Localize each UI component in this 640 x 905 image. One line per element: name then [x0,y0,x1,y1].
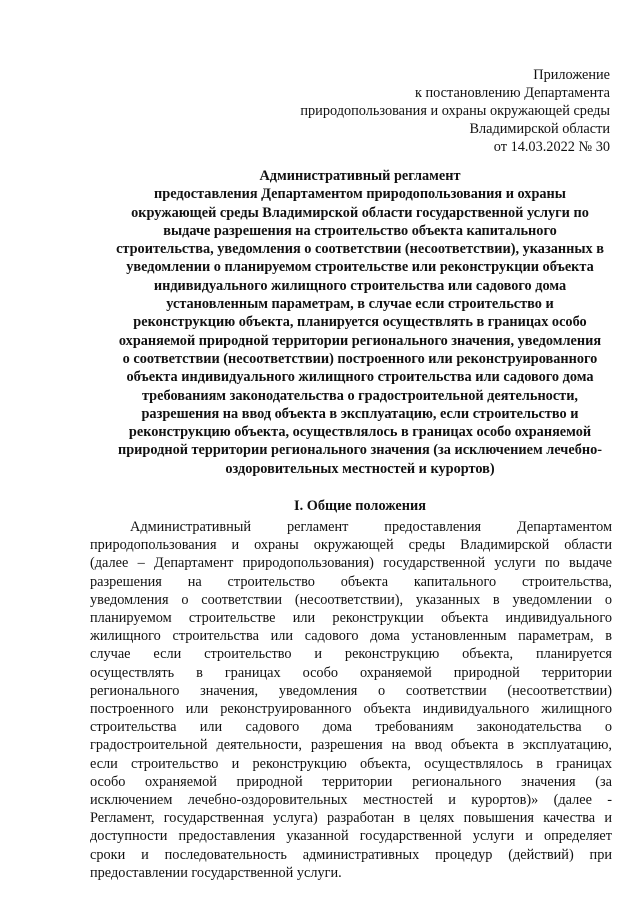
title-line: реконструкцию объекта, планируется осуществлять в границах особо [133,314,587,331]
title-line: разрешения на ввод объекта в эксплуатацию, если строительство и [141,405,579,422]
paragraph-line: если строительство и реконструкцию объекта, осуществлялось в границах [90,755,612,772]
paragraph-line: природопользования и охраны окружающей среды Владимирской области [90,537,612,554]
paragraph-line: доступности предоставления указанной государственной услуги и определяет [90,828,612,845]
paragraph-line: построенного или реконструированного объекта индивидуального жилищного [90,701,612,718]
appendix-line: Приложение [533,67,610,83]
paragraph-line: предоставлении государственной услуги. [90,864,342,881]
title-line: строительства, уведомления о соответствии (несоответствии), указанных в [116,241,604,258]
paragraph-line: (далее – Департамент природопользования) государственной услуги по выдаче [90,555,612,572]
document-title [86,167,634,478]
title-line: выдаче разрешения на строительство объекта капитального [163,222,557,239]
paragraph-line: исключением лечебно-оздоровительных местностей и курортов)» (далее - [90,792,612,809]
title-line: природной территории регионального значения (за исключением лечебно- [117,442,602,459]
paragraph-line: сроки и последовательность административных процедур (действий) при [90,846,612,863]
paragraph-line: Регламент, государственная услуга) разработан в целях повышения качества и [90,810,612,827]
title-line: оздоровительных местностей и курортов) [225,460,495,477]
paragraph-line: уведомления о соответствии (несоответствии), указанных в уведомлении о [90,591,612,608]
title-line: уведомлении о планируемом строительстве или реконструкции объекта [126,259,594,276]
paragraph-line: осуществлять в границах особо охраняемой природной территории [90,664,612,681]
title-line: установленным параметрам, в случае если строительство и [166,296,554,313]
paragraph-line: случае если строительство и реконструкцию объекта, планируется [90,646,612,663]
paragraph-line: разрешения на строительство объекта капитального строительства, [90,573,612,590]
section-paragraph [90,518,612,882]
title-line: реконструкцию объекта, осуществлялось в границах особо охраняемой [128,424,592,441]
appendix-header [300,66,610,156]
paragraph-line: градостроительной деятельности, разрешения на ввод объекта в эксплуатацию, [90,737,612,754]
title-line: объекта индивидуального жилищного строительства или садового дома [126,369,594,386]
appendix-line: Владимирской области [469,121,610,137]
title-line: Административный регламент [259,168,461,184]
appendix-line: к постановлению Департамента [415,85,610,101]
title-line: о соответствии (несоответствии) построенного или реконструированного [122,350,598,367]
paragraph-line: жилищного строительства или садового дома установленным параметрам, в [90,628,612,645]
title-line: предоставления Департаментом природопользования и охраны [154,186,566,203]
title-line: охраняемой природной территории регионального значения, уведомления [118,332,602,349]
title-line: требованиям законодательства о градостроительной деятельности, [141,387,579,404]
paragraph-line: Административный регламент предоставления Департаментом [130,519,612,535]
paragraph-line: особо охраняемой природной территории регионального значения (за [90,773,612,790]
appendix-date-number: от 14.03.2022 № 30 [493,139,610,155]
appendix-line: природопользования и охраны окружающей среды [300,103,610,119]
title-line: индивидуального жилищного строительства или садового дома [153,277,567,294]
paragraph-line: планируемом строительстве или реконструкции объекта индивидуального [90,610,612,627]
title-line: окружающей среды Владимирской области государственной услуги по [131,204,589,221]
paragraph-line: регионального значения, уведомления о соответствии (несоответствии) [90,682,612,699]
paragraph-line: строительства или садового дома требованиям законодательства о [90,719,612,736]
section-heading: I. Общие положения [294,498,426,514]
